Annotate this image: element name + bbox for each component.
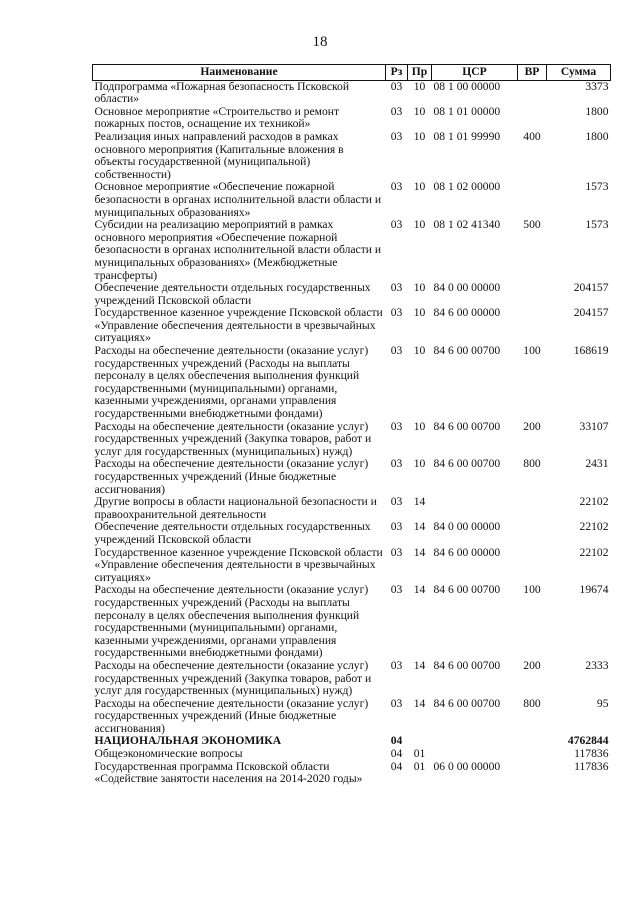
cell-rz: 03 <box>390 658 403 672</box>
table-row <box>93 181 611 219</box>
cell-name: Подпрограмма «Пожарная безопасность Псковской области» <box>94 79 350 106</box>
cell-sum: 19674 <box>579 583 609 597</box>
header-sum: Сумма <box>547 65 611 81</box>
cell-pr: 10 <box>413 129 426 143</box>
table-row <box>93 584 611 660</box>
cell-csr: 84 6 00 00000 <box>433 306 501 320</box>
cell-pr: 14 <box>413 545 426 559</box>
cell-name: Реализация иных направлений расходов в рамках основного мероприятия (Капитальные вложения в объекты государственной (муниципальной) собственности) <box>94 129 344 181</box>
cell-rz: 03 <box>390 520 403 534</box>
cell-sum: 1573 <box>585 218 609 232</box>
cell-rz: 03 <box>390 344 403 358</box>
cell-sum: 2333 <box>585 658 609 672</box>
cell-vr <box>518 80 547 106</box>
cell-csr: 08 1 02 00000 <box>433 180 501 194</box>
cell-csr: 84 6 00 00700 <box>433 658 501 672</box>
cell-vr: 100 <box>523 583 541 597</box>
cell-pr: 10 <box>413 180 426 194</box>
cell-sum: 3373 <box>585 79 609 93</box>
cell-csr: 84 0 00 00000 <box>433 520 501 534</box>
cell-pr: 10 <box>413 281 426 295</box>
cell-pr: 01 <box>413 747 426 761</box>
cell-csr: 08 1 01 00000 <box>433 104 501 118</box>
cell-name: НАЦИОНАЛЬНАЯ ЭКОНОМИКА <box>94 734 282 748</box>
cell-name: Субсидии на реализацию мероприятий в рамках основного мероприятия «Обеспечение пожарной безопасности в органах исполнительной власти области и муниципальных образованиях» (Межбюджетные трансферты) <box>94 218 382 282</box>
cell-sum: 204157 <box>573 306 609 320</box>
cell-name: Расходы на обеспечение деятельности (оказание услуг) государственных учреждений (Иные бюджетные ассигнования) <box>94 457 369 496</box>
table-row <box>93 219 611 282</box>
cell-sum: 33107 <box>579 419 609 433</box>
cell-rz: 03 <box>390 281 403 295</box>
cell-vr: 400 <box>523 129 541 143</box>
cell-sum: 117836 <box>574 759 609 773</box>
table-row <box>93 307 611 345</box>
table-header-row <box>93 65 611 81</box>
cell-rz: 04 <box>390 734 403 748</box>
table-row <box>93 80 611 106</box>
cell-vr <box>518 307 547 345</box>
cell-pr: 14 <box>413 696 426 710</box>
cell-name: Расходы на обеспечение деятельности (оказание услуг) государственных учреждений (Расходы на выплаты персоналу в целях обеспечения выполнения функций государственными (муниципальными) органами, казенными учреждениями, органами управления государственными внебюджетными фондами) <box>94 344 369 421</box>
cell-vr: 800 <box>523 457 541 471</box>
cell-csr: 84 6 00 00700 <box>433 457 501 471</box>
cell-vr: 200 <box>523 419 541 433</box>
cell-csr: 08 1 00 00000 <box>433 79 501 93</box>
table-row <box>93 547 611 585</box>
cell-pr: 10 <box>413 306 426 320</box>
cell-vr: 100 <box>523 344 541 358</box>
table-row <box>93 106 611 131</box>
cell-rz: 03 <box>390 129 403 143</box>
cell-sum: 1573 <box>585 180 609 194</box>
table-row <box>93 131 611 181</box>
table-row <box>93 761 611 786</box>
cell-rz: 04 <box>390 759 403 773</box>
cell-rz: 03 <box>390 457 403 471</box>
cell-rz: 03 <box>390 583 403 597</box>
cell-name: Расходы на обеспечение деятельности (оказание услуг) государственных учреждений (Закупка товаров, работ и услуг для государственных (муниципальных) нужд) <box>94 419 372 458</box>
budget-table <box>92 64 611 786</box>
cell-rz: 03 <box>390 495 403 509</box>
table-row <box>93 421 611 459</box>
cell-csr: 84 6 00 00700 <box>433 583 501 597</box>
cell-csr <box>432 748 518 761</box>
cell-name: Обеспечение деятельности отдельных государственных учреждений Псковской области <box>94 520 371 546</box>
cell-csr: 84 6 00 00700 <box>433 696 501 710</box>
table-row <box>93 458 611 496</box>
cell-rz: 03 <box>390 696 403 710</box>
cell-pr: 10 <box>413 457 426 471</box>
table-row <box>93 282 611 307</box>
table-row <box>93 660 611 698</box>
cell-pr: 14 <box>413 495 426 509</box>
cell-name: Государственная программа Псковской области «Содействие занятости населения на 2014-2020 годы» <box>94 759 363 786</box>
page-number: 18 <box>312 34 328 50</box>
cell-name: Расходы на обеспечение деятельности (оказание услуг) государственных учреждений (Закупка товаров, работ и услуг для государственных (муниципальных) нужд) <box>94 658 372 698</box>
cell-name: Государственное казенное учреждение Псковской области «Управление обеспечения деятельности в чрезвычайных ситуациях» <box>94 306 383 345</box>
cell-vr <box>518 748 547 761</box>
cell-sum: 22102 <box>579 495 609 509</box>
cell-vr <box>518 496 547 521</box>
cell-vr <box>518 547 547 585</box>
cell-pr: 14 <box>413 658 426 672</box>
cell-vr <box>518 761 547 786</box>
table-row <box>93 698 611 736</box>
cell-vr <box>518 106 547 131</box>
cell-vr <box>518 521 547 546</box>
cell-name: Расходы на обеспечение деятельности (оказание услуг) государственных учреждений (Иные бюджетные ассигнования) <box>94 696 369 735</box>
cell-vr <box>518 282 547 307</box>
cell-vr: 800 <box>523 696 541 710</box>
cell-pr: 10 <box>413 218 426 232</box>
cell-rz: 03 <box>390 419 403 433</box>
cell-csr <box>432 735 518 748</box>
cell-rz: 04 <box>390 747 403 761</box>
table-row <box>93 345 611 421</box>
cell-sum: 95 <box>596 696 609 710</box>
cell-csr: 08 1 01 99990 <box>433 129 501 143</box>
cell-sum: 204157 <box>573 281 609 295</box>
cell-name: Основное мероприятие «Обеспечение пожарной безопасности в органах исполнительной власти области и муниципальных образованиях» <box>94 180 382 219</box>
cell-csr: 84 0 00 00000 <box>433 281 501 295</box>
cell-sum: 22102 <box>579 520 609 534</box>
cell-vr <box>518 181 547 219</box>
table-row <box>93 521 611 546</box>
cell-rz: 03 <box>390 306 403 320</box>
cell-name: Обеспечение деятельности отдельных государственных учреждений Псковской области <box>94 281 371 307</box>
cell-pr: 01 <box>413 759 426 773</box>
cell-csr: 84 6 00 00000 <box>433 545 501 559</box>
cell-csr <box>432 496 518 521</box>
cell-name: Основное мероприятие «Строительство и ремонт пожарных постов, оснащение их техникой» <box>94 104 340 131</box>
cell-rz: 03 <box>390 104 403 118</box>
cell-name: Общеэкономические вопросы <box>94 747 243 761</box>
cell-vr: 500 <box>523 218 541 232</box>
cell-pr: 14 <box>413 520 426 534</box>
cell-vr <box>518 735 547 748</box>
cell-sum: 4762844 <box>567 734 609 748</box>
table-row <box>93 496 611 521</box>
cell-csr: 84 6 00 00700 <box>433 419 501 433</box>
cell-rz: 03 <box>390 218 403 232</box>
cell-pr: 10 <box>413 419 426 433</box>
cell-pr: 10 <box>413 344 426 358</box>
cell-csr: 84 6 00 00700 <box>433 344 501 358</box>
header-pr: Пр <box>408 65 432 81</box>
cell-pr: 10 <box>413 79 426 93</box>
cell-sum: 2431 <box>585 457 609 471</box>
cell-name: Государственное казенное учреждение Псковской области «Управление обеспечения деятельности в чрезвычайных ситуациях» <box>94 545 383 584</box>
cell-sum: 168619 <box>573 344 609 358</box>
cell-sum: 22102 <box>579 545 609 559</box>
cell-sum: 1800 <box>585 129 609 143</box>
header-vr: ВР <box>518 65 547 81</box>
header-rz: Рз <box>386 65 408 81</box>
table-row <box>93 748 611 761</box>
cell-csr: 06 0 00 00000 <box>433 759 501 773</box>
cell-rz: 03 <box>390 79 403 93</box>
cell-rz: 03 <box>390 545 403 559</box>
header-csr: ЦСР <box>432 65 518 81</box>
cell-pr: 14 <box>413 583 426 597</box>
cell-csr: 08 1 02 41340 <box>433 218 501 232</box>
cell-sum: 117836 <box>574 747 609 761</box>
cell-vr: 200 <box>523 658 541 672</box>
cell-sum: 1800 <box>585 104 609 118</box>
cell-name: Расходы на обеспечение деятельности (оказание услуг) государственных учреждений (Расходы на выплаты персоналу в целях обеспечения выполнения функций государственными (муниципальными) органами, казенными учреждениями, органами управления государственными внебюджетными фондами) <box>94 583 369 660</box>
header-name: Наименование <box>93 65 386 81</box>
cell-rz: 03 <box>390 180 403 194</box>
cell-pr: 10 <box>413 104 426 118</box>
cell-name: Другие вопросы в области национальной безопасности и правоохранительной деятельности <box>94 495 377 521</box>
